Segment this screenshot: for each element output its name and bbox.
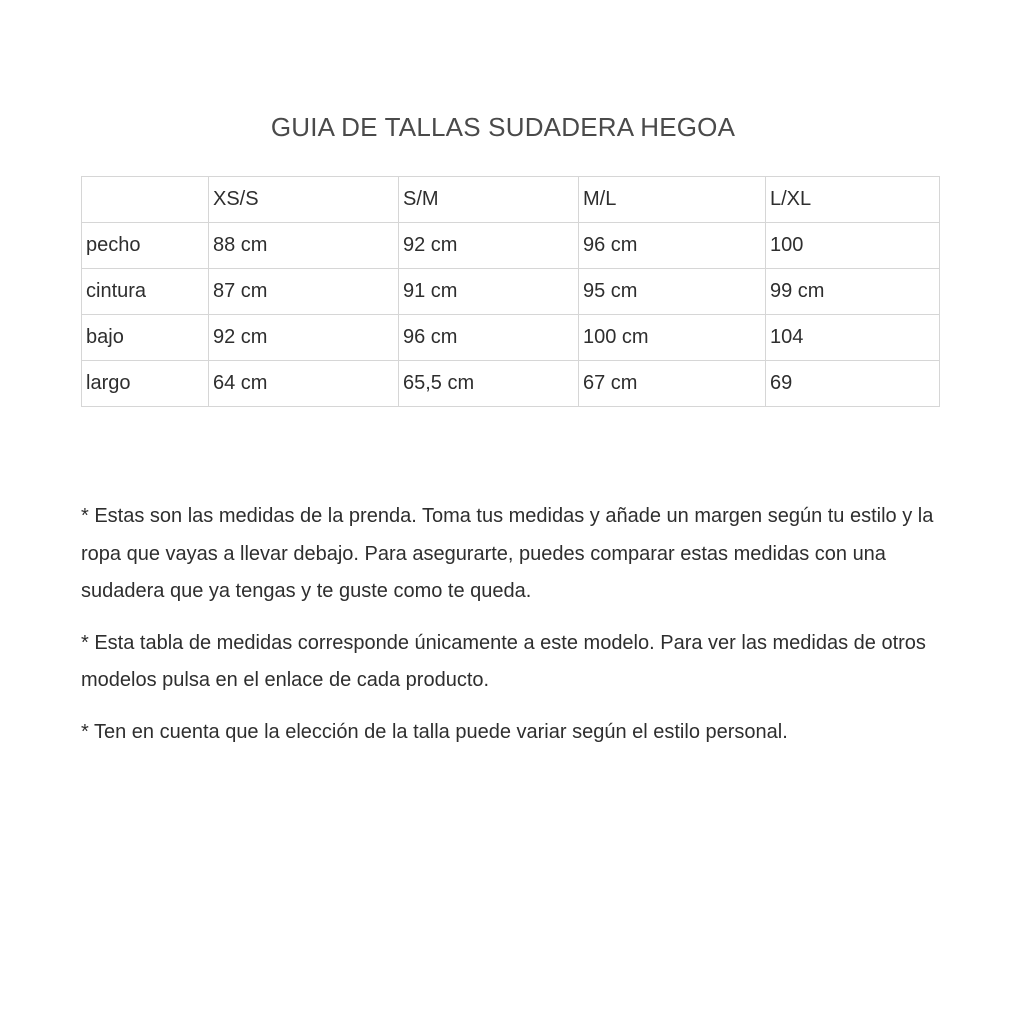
- table-cell: 96 cm: [579, 223, 766, 269]
- header-cell-s-m: S/M: [399, 177, 579, 223]
- size-table: [81, 176, 940, 407]
- note-model-specific: * Esta tabla de medidas corresponde únicamente a este modelo. Para ver las medidas de otros modelos pulsa en el enlace de cada producto.: [81, 631, 926, 691]
- table-cell: 69: [766, 361, 940, 407]
- table-cell: 92 cm: [209, 315, 399, 361]
- header-cell-empty: [82, 177, 209, 223]
- table-cell: 99 cm: [766, 269, 940, 315]
- table-header-row: [82, 177, 940, 223]
- header-cell-xs-s: XS/S: [209, 177, 399, 223]
- table-row-cintura: [82, 269, 940, 315]
- table-cell: 87 cm: [209, 269, 399, 315]
- table-row-bajo: [82, 315, 940, 361]
- table-cell: 91 cm: [399, 269, 579, 315]
- header-cell-l-xl: L/XL: [766, 177, 940, 223]
- table-cell: 64 cm: [209, 361, 399, 407]
- table-cell: 67 cm: [579, 361, 766, 407]
- table-cell: 100 cm: [579, 315, 766, 361]
- row-label: pecho: [82, 223, 209, 269]
- table-cell: 100: [766, 223, 940, 269]
- row-label: largo: [82, 361, 209, 407]
- row-label: cintura: [82, 269, 209, 315]
- table-cell: 95 cm: [579, 269, 766, 315]
- table-cell: 92 cm: [399, 223, 579, 269]
- row-label: bajo: [82, 315, 209, 361]
- header-cell-m-l: M/L: [579, 177, 766, 223]
- note-garment-measures: * Estas son las medidas de la prenda. Toma tus medidas y añade un margen según tu estilo y la ropa que vayas a llevar debajo. Para asegurarte, puedes comparar estas medidas con una sudadera que ya tengas y te guste como te queda.: [81, 505, 934, 602]
- page-title: GUIA DE TALLAS SUDADERA HEGOA: [270, 112, 736, 142]
- table-row-pecho: [82, 223, 940, 269]
- note-personal-style: * Ten en cuenta que la elección de la talla puede variar según el estilo personal.: [81, 720, 788, 743]
- table-cell: 104: [766, 315, 940, 361]
- table-cell: 96 cm: [399, 315, 579, 361]
- table-cell: 88 cm: [209, 223, 399, 269]
- notes-section: [81, 498, 941, 765]
- table-cell: 65,5 cm: [399, 361, 579, 407]
- table-row-largo: [82, 361, 940, 407]
